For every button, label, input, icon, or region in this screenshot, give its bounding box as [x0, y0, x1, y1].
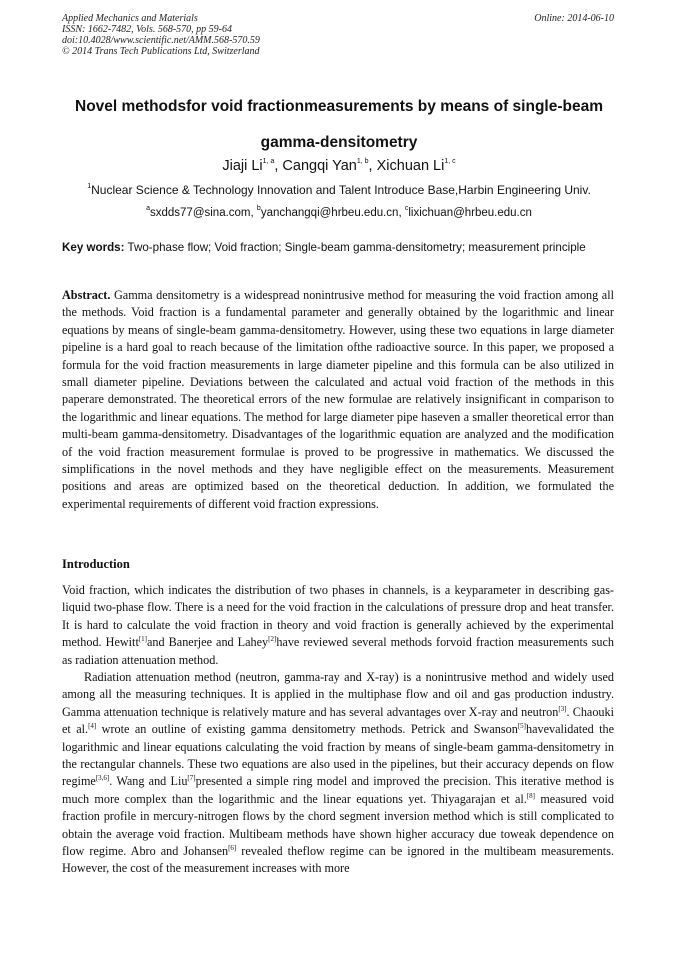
online-date	[534, 13, 614, 24]
abstract-label: Abstract.	[62, 288, 111, 302]
paragraph-text: revealed theflow regime can be ignored in the multibeam measurements. However, the cost of the measurement increases with more	[62, 844, 614, 876]
online-date-text: Online: 2014-06-10	[534, 13, 614, 24]
section-heading: Introduction	[62, 557, 130, 571]
citation: [5]	[517, 722, 526, 731]
paragraph-text: Void fraction, which indicates the distribution of two phases in channels, is a keyparameter in describing gas-liquid two-phase flow. There is a need for the void fraction in the calculations of pressure drop and heat transfer. It is hard to calculate the void fraction in theory and void fraction is generally achieved by the experimental method. Hewitt	[62, 583, 614, 650]
citation: [8]	[526, 791, 535, 800]
paragraph-text: Radiation attenuation method (neutron, gamma-ray and X-ray) is a nonintrusive method and widely used among all the measuring techniques. It is applied in the multiphase flow and oil and gas production industry. Gamma attenuation technique is relatively mature and has several advantages over X-ray and neutron	[62, 670, 614, 719]
paragraph-text: . Chaouki et al.	[62, 704, 614, 737]
author-list	[40, 157, 638, 175]
journal-name: Applied Mechanics and Materials	[62, 13, 198, 24]
paragraph-text: have reviewed several methods forvoid fraction measurements such as radiation attenuation method.	[62, 635, 615, 667]
issn-line: ISSN: 1662-7482, Vols. 568-570, pp 59-64	[62, 24, 232, 35]
author-name: Xichuan Li	[376, 158, 445, 174]
abstract	[62, 287, 614, 513]
email-link: lixichuan@hrbeu.edu.cn	[408, 207, 532, 219]
affiliation-sup: 1	[87, 183, 92, 190]
paragraph-text: . Wang and Liu	[109, 774, 188, 789]
author-name: Cangqi Yan	[282, 158, 357, 174]
paragraph-text: havevalidated the logarithmic and linear equations calculating the void fraction by means of single-beam gamma-densitometry in the rectangular channels. These two equations are also used in the pipelines, but their accuracy depends on flow regime	[62, 722, 614, 789]
author-sup: 1, a	[262, 158, 275, 166]
email-sup: c	[404, 205, 409, 213]
abstract-text: Gamma densitometry is a widespread nonintrusive method for measuring the void fraction among all the methods. Void fraction is a fundamental parameter and generally obtained by the logarithmic and linear equations by means of single-beam gamma-densitometry. However, using these two equations in large diameter pipeline is a hard goal to reach because of the limitation ofthe radioactive source. In this paper, we proposed a formula for the void fraction measurements in large diameter pipeline and this formula can be also utilized in small diameter pipeline. Deviations between the calculated and actual void fraction of the methods in this paperare demonstrated. The theoretical errors of the new formulae are relatively insignificant in comparison to the logarithmic and linear equations. The method for large diameter pipe haseven a smaller theoretical error than multi-beam gamma-densitometry. Disadvantages of the logarithmic equation are analyzed and the modification of the void fraction measurement formulae is proved to be progressive in mathematics. We discussed the simplifications in the novel methods and they have negligible effect on the measurements. Measurement positions and areas are optimized based on the theoretical deduction. In addition, we formulated the experimental requirements of different void fraction expressions.	[62, 288, 614, 511]
copyright-line: © 2014 Trans Tech Publications Ltd, Switzerland	[62, 46, 260, 57]
email-sup: a	[146, 205, 150, 213]
email-link: yanchangqi@hrbeu.edu.cn,	[260, 207, 405, 219]
email-sup: b	[256, 205, 261, 213]
affiliation-text: Nuclear Science & Technology Innovation and Talent Introduce Base,Harbin Engineering Univ.	[91, 183, 591, 197]
title-line-2: gamma-densitometry	[260, 134, 418, 151]
paper-title	[40, 89, 638, 161]
affiliation	[30, 182, 648, 198]
paragraph-text: presented a simple ring model and improved the precision. This iterative method is much more complex than the logarithmic and the linear equations yet. Thiyagarajan et al.	[62, 774, 614, 806]
author-sup: 1, b	[356, 158, 369, 166]
email-list	[40, 205, 638, 221]
title-line-1: Novel methodsfor void fractionmeasurements by means of single-beam	[75, 98, 603, 115]
keywords	[62, 240, 614, 255]
citation: [7]	[187, 774, 196, 783]
email-link: sxdds77@sina.com,	[149, 207, 257, 219]
keywords-text: Two-phase flow; Void fraction; Single-beam gamma-densitometry; measurement principle	[124, 241, 586, 254]
intro-paragraph-1	[62, 582, 614, 669]
citation: [4]	[88, 722, 97, 731]
paragraph-text: wrote an outline of existing gamma densitometry methods. Petrick and Swanson	[96, 722, 518, 737]
citation: [3]	[558, 704, 567, 713]
keywords-label: Key words:	[62, 241, 125, 254]
author-name: Jiaji Li	[222, 158, 263, 174]
author-sup: 1, c	[444, 158, 456, 166]
citation: [2]	[268, 635, 277, 644]
citation: [1]	[138, 635, 148, 644]
author-separator: ,	[274, 158, 283, 174]
citation: [6]	[228, 844, 237, 852]
journal-header	[62, 13, 260, 57]
intro-paragraph-2	[62, 669, 614, 878]
author-separator: ,	[368, 158, 377, 174]
doi-line: doi:10.4028/www.scientific.net/AMM.568-570.59	[62, 35, 260, 46]
paragraph-text: measured void fraction profile in mercury-nitrogen flows by the chord segment inversion method which is still complicated to obtain the average void fraction. Multibeam methods have shown higher accuracy due toweak dependence on flow regime. Abro and Johansen	[62, 791, 614, 859]
citation: [3,6]	[95, 774, 110, 783]
paragraph-text: and Banerjee and Lahey	[147, 635, 269, 650]
